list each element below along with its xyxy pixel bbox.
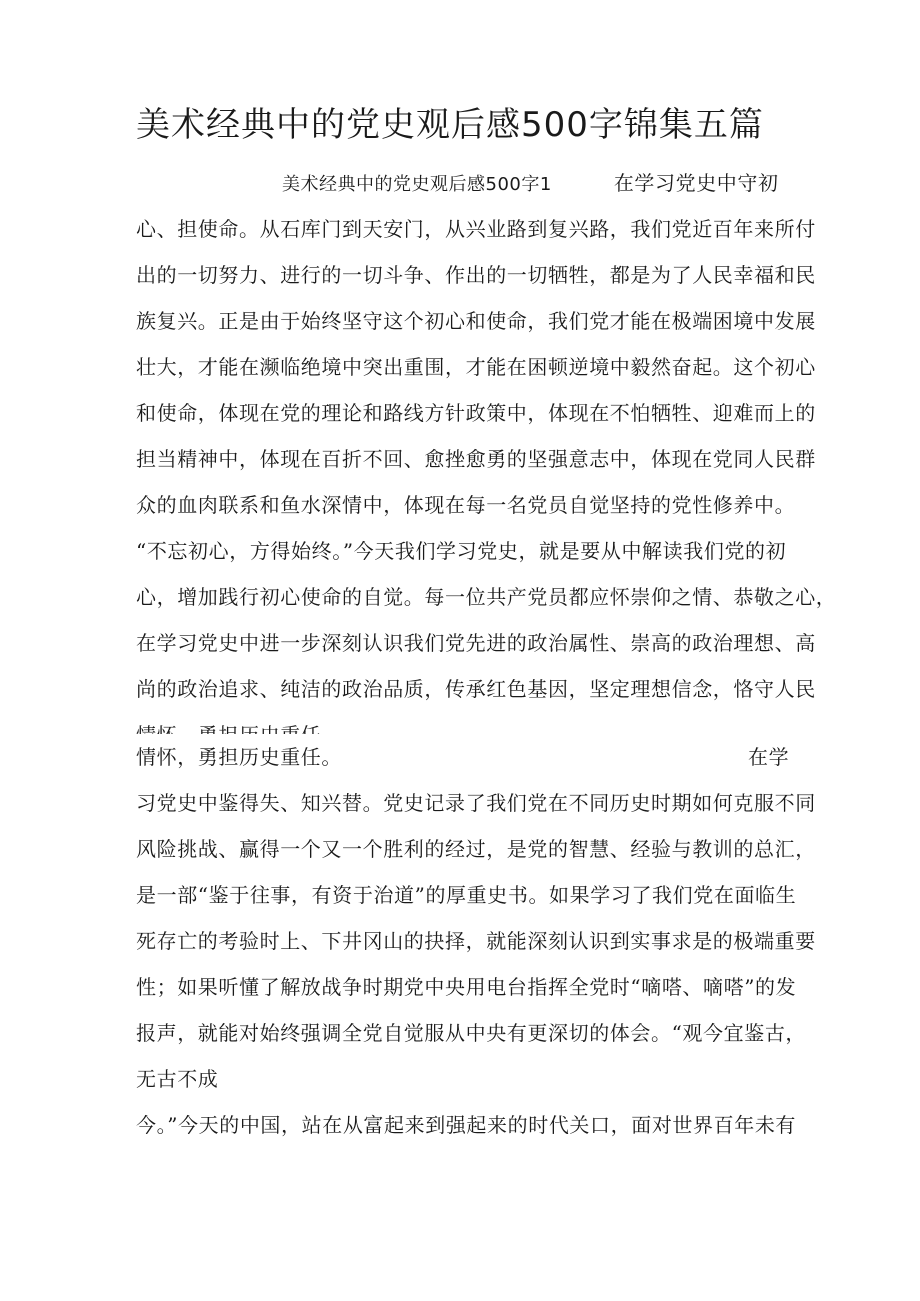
section-subtitle: 美术经典中的党史观后感500字1 [282,174,552,195]
text-line [136,734,796,780]
text-segment: 在学 [748,745,790,769]
text-line: 和使命，体现在党的理论和路线方针政策中，体现在不怕牺牲、迎难而上的 [136,401,816,425]
text-line: 众的血肉联系和鱼水深情中，体现在每一名党员自觉坚持的党性修养中。 [136,493,796,517]
text-line: 习党史中鉴得失、知兴替。党史记录了我们党在不同历史时期如何克服不同 [136,791,816,815]
document-title: 美术经典中的党史观后感500字锦集五篇 [136,105,764,145]
text-line: 出的一切努力、进行的一切斗争、作出的一切牺牲，都是为了人民幸福和民 [136,263,816,287]
text-segment: 情怀，勇担历史重任。 [136,745,342,769]
text-line: “不忘初心，方得始终。”今天我们学习党史，就是要从中解读我们党的初 [136,539,787,563]
text-line: 心，增加践行初心使命的自觉。每一位共产党员都应怀崇仰之情、恭敬之心， [136,585,837,609]
text-segment: 在学习党史中守初 [613,171,779,195]
text-line: 风险挑战、赢得一个又一个胜利的经过，是党的智慧、经验与教训的总汇， [136,837,816,861]
text-line: 在学习党史中进一步深刻认识我们党先进的政治属性、崇高的政治理想、高 [136,631,816,655]
document-body-lower [136,734,816,1174]
text-line: 无古不成 [136,1067,219,1091]
text-line: 心、担使命。从石库门到天安门，从兴业路到复兴路，我们党近百年来所付 [136,217,816,241]
text-line: 壮大，才能在濒临绝境中突出重围，才能在困顿逆境中毅然奋起。这个初心 [136,355,816,379]
text-line: 是一部“鉴于往事，有资于治道”的厚重史书。如果学习了我们党在面临生 [136,883,797,907]
text-line: 报声，就能对始终强调全党自觉服从中央有更深切的体会。“观今宜鉴古， [136,1021,807,1045]
text-line: 死存亡的考验时上、下井冈山的抉择，就能深刻认识到实事求是的极端重要 [136,929,816,953]
text-line: 今。”今天的中国，站在从富起来到强起来的时代关口，面对世界百年未有 [136,1113,797,1137]
text-line: 性；如果听懂了解放战争时期党中央用电台指挥全党时“嘀嗒、嘀嗒”的发 [136,975,797,999]
text-line: 担当精神中，体现在百折不回、愈挫愈勇的坚强意志中，体现在党同人民群 [136,447,816,471]
text-line: 族复兴。正是由于始终坚守这个初心和使命，我们党才能在极端困境中发展 [136,309,816,333]
document-body [136,160,837,804]
text-line: 尚的政治追求、纯洁的政治品质，传承红色基因，坚定理想信念，恪守人民 [136,677,816,701]
text-line [136,160,796,206]
